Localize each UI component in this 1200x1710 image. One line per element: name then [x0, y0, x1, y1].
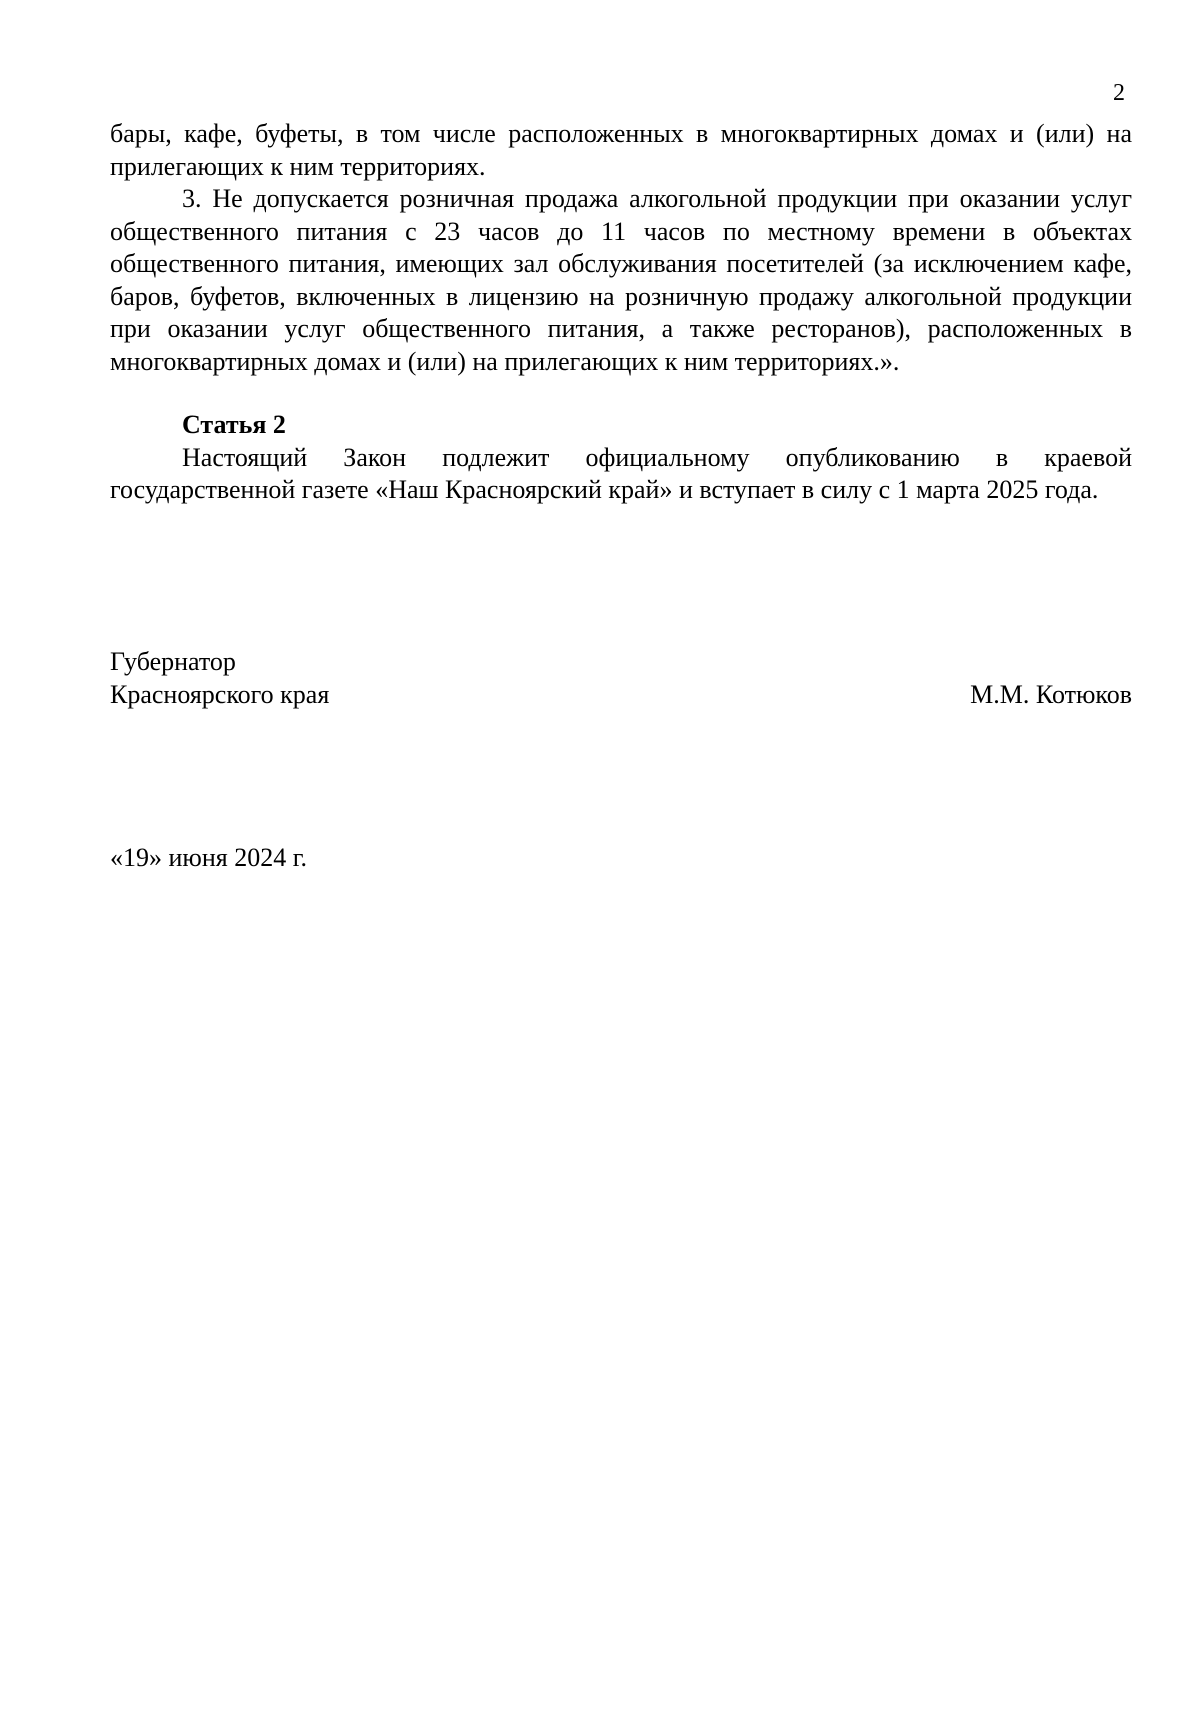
signatory-title-line-1: Губернатор — [110, 647, 236, 676]
page-number: 2 — [1113, 80, 1125, 106]
signature-block — [110, 646, 1132, 711]
signatory-title — [110, 646, 329, 711]
paragraph-item-3: 3. Не допускается розничная продажа алкогольной продукции при оказании услуг общественного питания с 23 часов до 11 часов по местному времени в объектах общественного питания, имеющих зал обслуживания посетителей (за исключением кафе, баров, буфетов, включенных в лицензию на розничную продажу алкогольной продукции при оказании услуг общественного питания, а также ресторанов), расположенных в многоквартирных домах и (или) на прилегающих к ним территориях.». — [110, 184, 1132, 376]
document-body — [110, 118, 1132, 507]
paragraph-continuation: бары, кафе, буфеты, в том числе расположенных в многоквартирных домах и (или) на прилегающих к ним территориях. — [110, 119, 1132, 181]
signatory-title-line-2: Красноярского края — [110, 679, 330, 709]
paragraph-article-2: Настоящий Закон подлежит официальному опубликованию в краевой государственной газете «Наш Красноярский край» и вступает в силу с 1 марта 2025 года. — [110, 442, 1132, 504]
article-heading: Статья 2 — [182, 410, 286, 439]
document-date: «19» июня 2024 г. — [110, 843, 307, 872]
signatory-name: М.М. Котюков — [970, 679, 1132, 709]
